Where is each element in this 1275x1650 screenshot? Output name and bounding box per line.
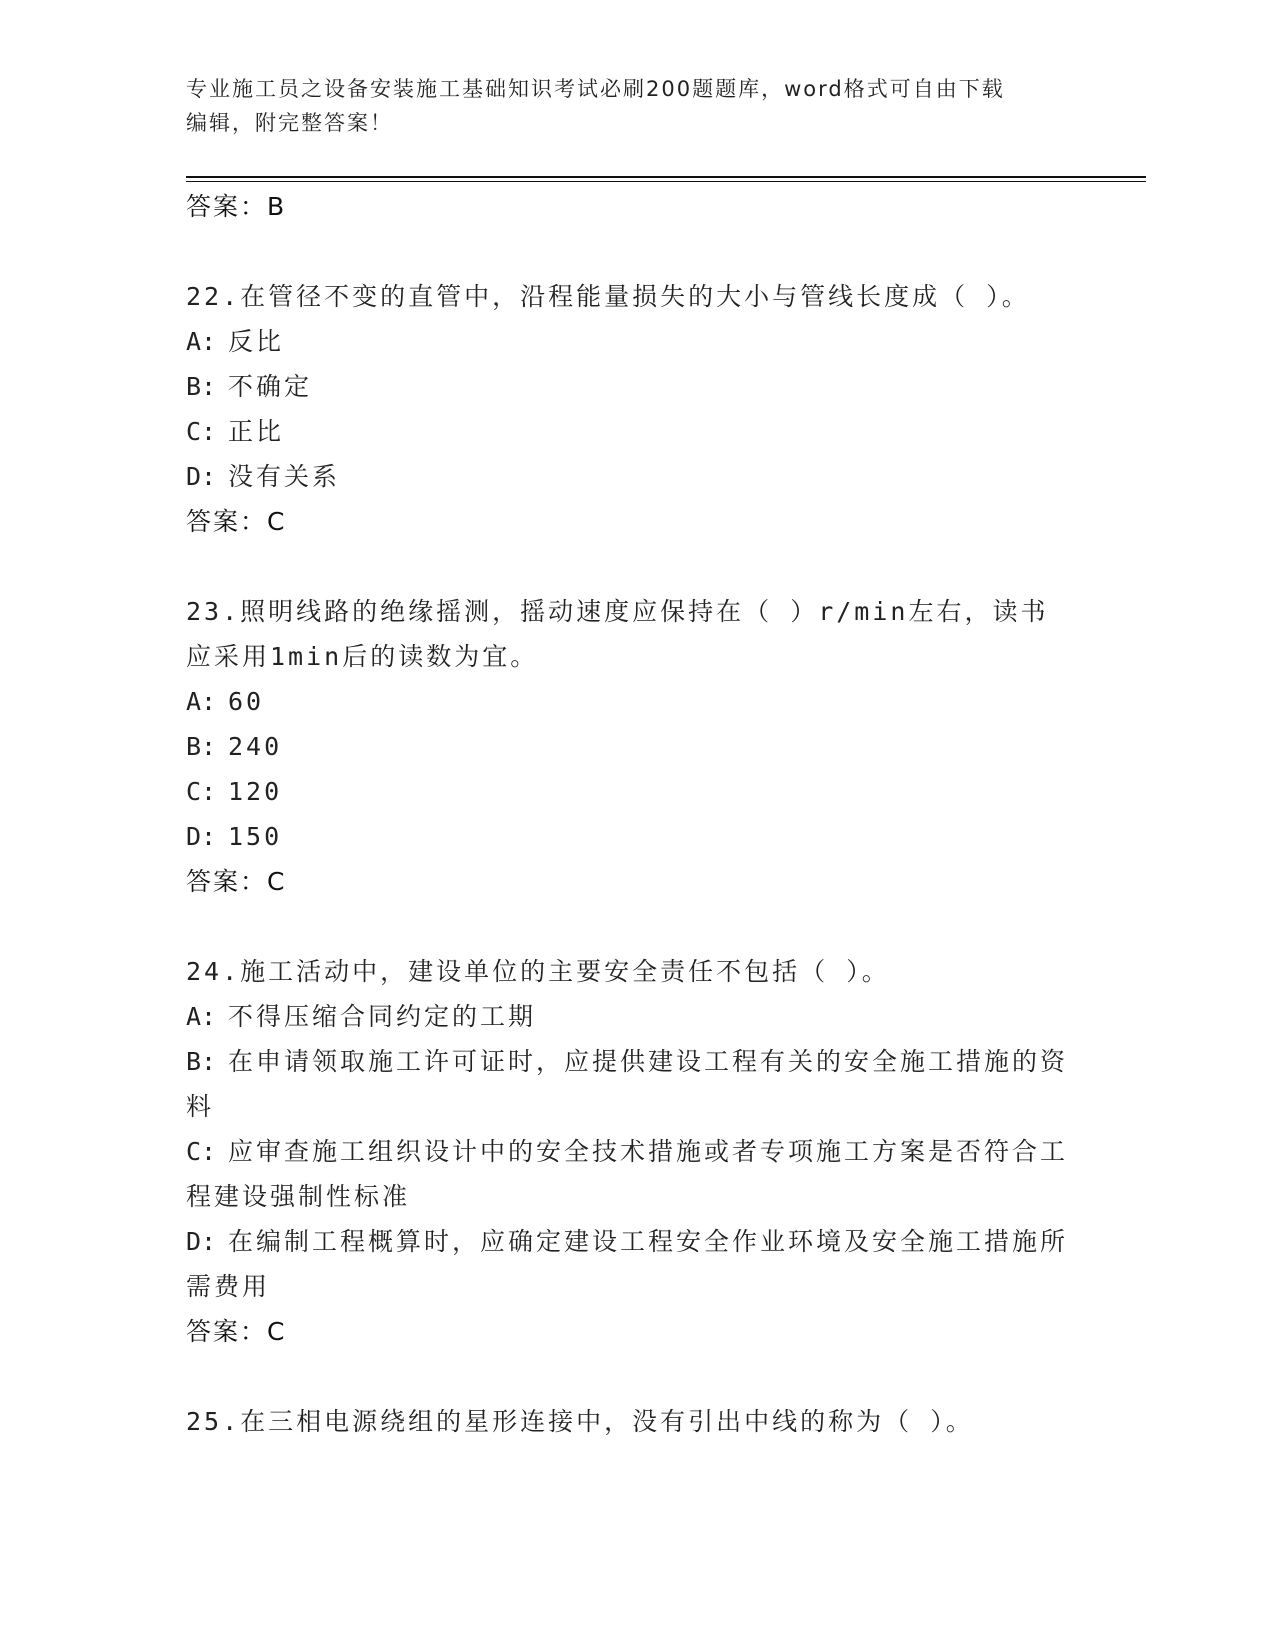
option-label: D: [186, 1227, 217, 1256]
header-rule-thick [186, 176, 1146, 178]
option-text: 应审查施工组织设计中的安全技术措施或者专项施工方案是否符合工程建设强制性标准 [186, 1137, 1069, 1211]
option-text: 正比 [228, 417, 285, 446]
header-rule-thin [186, 181, 1146, 182]
option-label: C: [186, 417, 217, 446]
option-d [186, 454, 1076, 499]
option-c [186, 769, 1076, 814]
answer-line: 答案：B [186, 192, 287, 221]
question-block-24 [186, 949, 1076, 1355]
option-label: C: [186, 1137, 217, 1166]
option-text: 120 [228, 777, 283, 806]
header-line-1: 专业施工员之设备安装施工基础知识考试必刷200题题库，word格式可自由下载 [186, 77, 1005, 101]
option-label: D: [186, 462, 217, 491]
option-label: C: [186, 777, 217, 806]
option-text: 不确定 [228, 372, 313, 401]
option-text: 240 [228, 732, 283, 761]
answer-line: 答案：C [186, 867, 287, 896]
option-a [186, 994, 1076, 1039]
question-block-22 [186, 274, 1076, 545]
option-a [186, 319, 1076, 364]
option-a [186, 679, 1076, 724]
answer-line: 答案：C [186, 1317, 287, 1346]
option-text: 在编制工程概算时，应确定建设工程安全作业环境及安全施工措施所需费用 [186, 1227, 1069, 1301]
option-text: 不得压缩合同约定的工期 [228, 1002, 537, 1031]
option-label: B: [186, 732, 217, 761]
option-label: B: [186, 1047, 217, 1076]
document-header [186, 72, 1066, 140]
option-b [186, 724, 1076, 769]
option-d [186, 1219, 1076, 1309]
question-block-23 [186, 589, 1076, 905]
option-text: 在申请领取施工许可证时，应提供建设工程有关的安全施工措施的资料 [186, 1047, 1069, 1121]
question-block-25 [186, 1399, 1076, 1444]
option-label: B: [186, 372, 217, 401]
option-b [186, 364, 1076, 409]
option-text: 反比 [228, 327, 285, 356]
question-text: 22.在管径不变的直管中，沿程能量损失的大小与管线长度成（ ）。 [186, 282, 1030, 311]
answer-line: 答案：C [186, 507, 287, 536]
option-text: 150 [228, 822, 283, 851]
question-text: 23.照明线路的绝缘摇测，摇动速度应保持在（ ）r/min左右，读书应采用1min后的读数为宜。 [186, 597, 1049, 671]
option-label: D: [186, 822, 217, 851]
option-c [186, 409, 1076, 454]
option-b [186, 1039, 1076, 1129]
header-line-2: 编辑，附完整答案！ [186, 111, 393, 135]
option-label: A: [186, 1002, 217, 1031]
option-label: A: [186, 327, 217, 356]
question-text: 24.施工活动中，建设单位的主要安全责任不包括（ ）。 [186, 957, 890, 986]
question-text: 25.在三相电源绕组的星形连接中，没有引出中线的称为（ ）。 [186, 1407, 974, 1436]
option-c [186, 1129, 1076, 1219]
question-list [186, 184, 1076, 1444]
option-text: 60 [228, 687, 265, 716]
option-text: 没有关系 [228, 462, 341, 491]
option-label: A: [186, 687, 217, 716]
option-d [186, 814, 1076, 859]
